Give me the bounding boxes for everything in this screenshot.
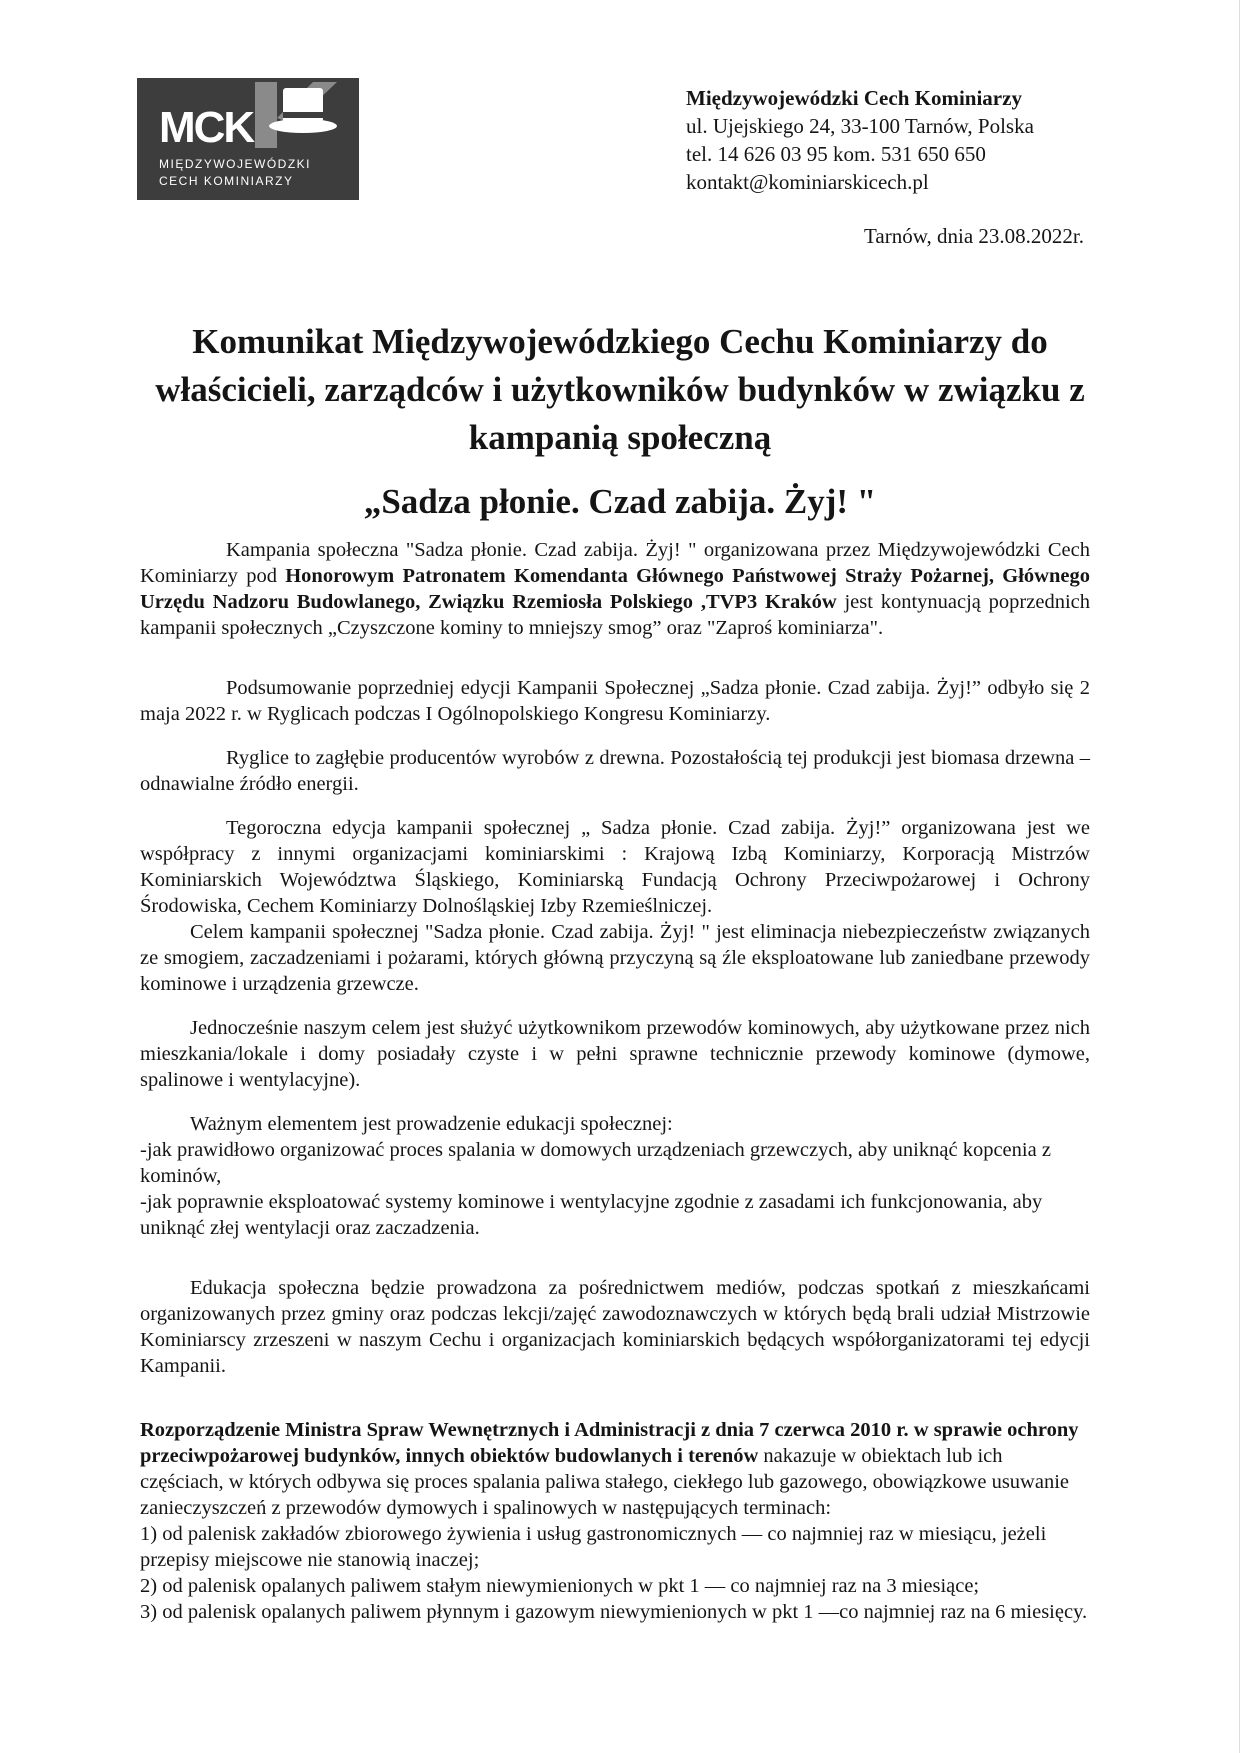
paragraph-1-text-c: jest kontynuacją poprzednich kampanii społecznych „Czyszczone kominy to mniejszy smog” oraz "Zaproś kominiarza". [140, 591, 1090, 639]
regulation-item-2: 2) od palenisk opalanych paliwem stałym niewymienionych w pkt 1 — co najmniej raz na 3 miesiące; [140, 1575, 980, 1597]
logo-line-1: MIĘDZYWOJEWÓDZKI [159, 157, 311, 171]
regulation-title: Rozporządzenie Ministra Spraw Wewnętrznych i Administracji z dnia 7 czerwca 2010 r. w sprawie ochrony przeciwpożarowej budynków, innych obiektów budowlanych i terenów [140, 1419, 1079, 1467]
paragraph-1 [140, 537, 1090, 641]
logo-name [159, 156, 311, 190]
paragraph-8: Edukacja społeczna będzie prowadzona za pośrednictwem mediów, podczas spotkań z mieszkańcami organizowanych przez gminy oraz podczas lekcji/zajęć zawodoznawczych w których będą brali udział Mistrzowie Kominiarscy zrzeszeni w naszym Cechu i organizacjach kominiarskich będących współorganizatorami tej edycji Kampanii. [140, 1277, 1090, 1377]
sender-org: Międzywojewódzki Cech Kominiarzy [686, 86, 1022, 110]
paragraph-9-regulation [140, 1417, 1090, 1521]
paragraph-5: Celem kampanii społecznej "Sadza płonie. Czad zabija. Żyj! " jest eliminacja niebezpieczeństw związanych ze smogiem, zaczadzeniami i pożarami, których główną przyczyną są źle eksploatowane lub zaniedbane przewody kominowe i urządzenia grzewcze. [140, 921, 1090, 995]
sender-phone: tel. 14 626 03 95 kom. 531 650 650 [686, 142, 986, 166]
paragraph-1-patronage: Honorowym Patronatem Komendanta Głównego Państwowej Straży Pożarnej, Głównego Urzędu Nadzoru Budowlanego, Związku Rzemiosła Polskiego ,TVP3 Kraków [140, 565, 1090, 613]
campaign-slogan: „Sadza płonie. Czad zabija. Żyj! " [363, 482, 877, 521]
logo-line-2: CECH KOMINIARZY [159, 174, 294, 188]
document-date: Tarnów, dnia 23.08.2022r. [864, 224, 1084, 248]
paragraph-9 [140, 1417, 1090, 1625]
mck-logo [137, 78, 359, 200]
sender-email: kontakt@kominiarskicech.pl [686, 170, 929, 194]
regulation-item-3: 3) od palenisk opalanych paliwem płynnym i gazowym niewymienionych w pkt 1 —co najmniej raz na 6 miesięcy. [140, 1601, 1088, 1623]
regulation-item-1: 1) od palenisk zakładów zbiorowego żywienia i usług gastronomicznych — co najmniej raz w miesiącu, jeżeli przepisy miejscowe nie stanowią inaczej; [140, 1523, 1047, 1571]
paragraph-2: Podsumowanie poprzedniej edycji Kampanii Społecznej „Sadza płonie. Czad zabija. Żyj!” odbyło się 2 maja 2022 r. w Ryglicach podczas I Ogólnopolskiego Kongresu Kominiarzy. [140, 677, 1090, 725]
sender-address [686, 84, 1034, 196]
paragraph-3: Ryglice to zagłębie producentów wyrobów z drewna. Pozostałością tej produkcji jest biomasa drzewna – odnawialne źródło energii. [140, 747, 1090, 795]
regulation-text: nakazuje w obiektach lub ich częściach, w których odbywa się proces spalania paliwa stałego, ciekłego lub gazowego, obowiązkowe usuwanie zanieczyszczeń z przewodów dymowych i spalinowych w następujących terminach: [140, 1445, 1070, 1519]
sender-street: ul. Ujejskiego 24, 33-100 Tarnów, Polska [686, 114, 1034, 138]
logo-monogram: MCK [159, 103, 254, 152]
paragraph-7-item-2: -jak poprawnie eksploatować systemy kominowe i wentylacyjne zgodnie z zasadami ich funkcjonowania, aby uniknąć złej wentylacji oraz zaczadzenia. [140, 1191, 1043, 1239]
document-body [140, 537, 1090, 1625]
paragraph-7 [140, 1111, 1090, 1241]
paragraph-1-text-a: Kampania społeczna "Sadza płonie. Czad zabija. Żyj! " organizowana przez Międzywojewódzki Cech Kominiarzy pod [140, 539, 1090, 587]
document-title: Komunikat Międzywojewódzkiego Cechu Kominiarzy do właścicieli, zarządców i użytkowników budynków w związku z kampanią społeczną [155, 322, 1085, 457]
paragraph-6: Jednocześnie naszym celem jest służyć użytkownikom przewodów kominowych, aby użytkowane przez nich mieszkania/lokale i domy posiadały czyste i w pełni sprawne technicznie przewody kominowe (dymowe, spalinowe i wentylacyjne). [140, 1017, 1090, 1091]
paragraph-4: Tegoroczna edycja kampanii społecznej „ Sadza płonie. Czad zabija. Żyj!” organizowana jest we współpracy z innymi organizacjami kominiarskimi : Krajową Izbą Kominiarzy, Korporacją Mistrzów Kominiarskich Województwa Śląskiego, Kominiarską Fundacją Ochrony Przeciwpożarowej i Ochrony Środowiska, Cechem Kominiarzy Dolnośląskiej Izby Rzemieślniczej. [140, 817, 1090, 917]
paragraph-7-intro: Ważnym elementem jest prowadzenie edukacji społecznej: [190, 1113, 673, 1135]
paragraph-7-item-1: -jak prawidłowo organizować proces spalania w domowych urządzeniach grzewczych, aby uniknąć kopcenia z kominów, [140, 1139, 1051, 1187]
